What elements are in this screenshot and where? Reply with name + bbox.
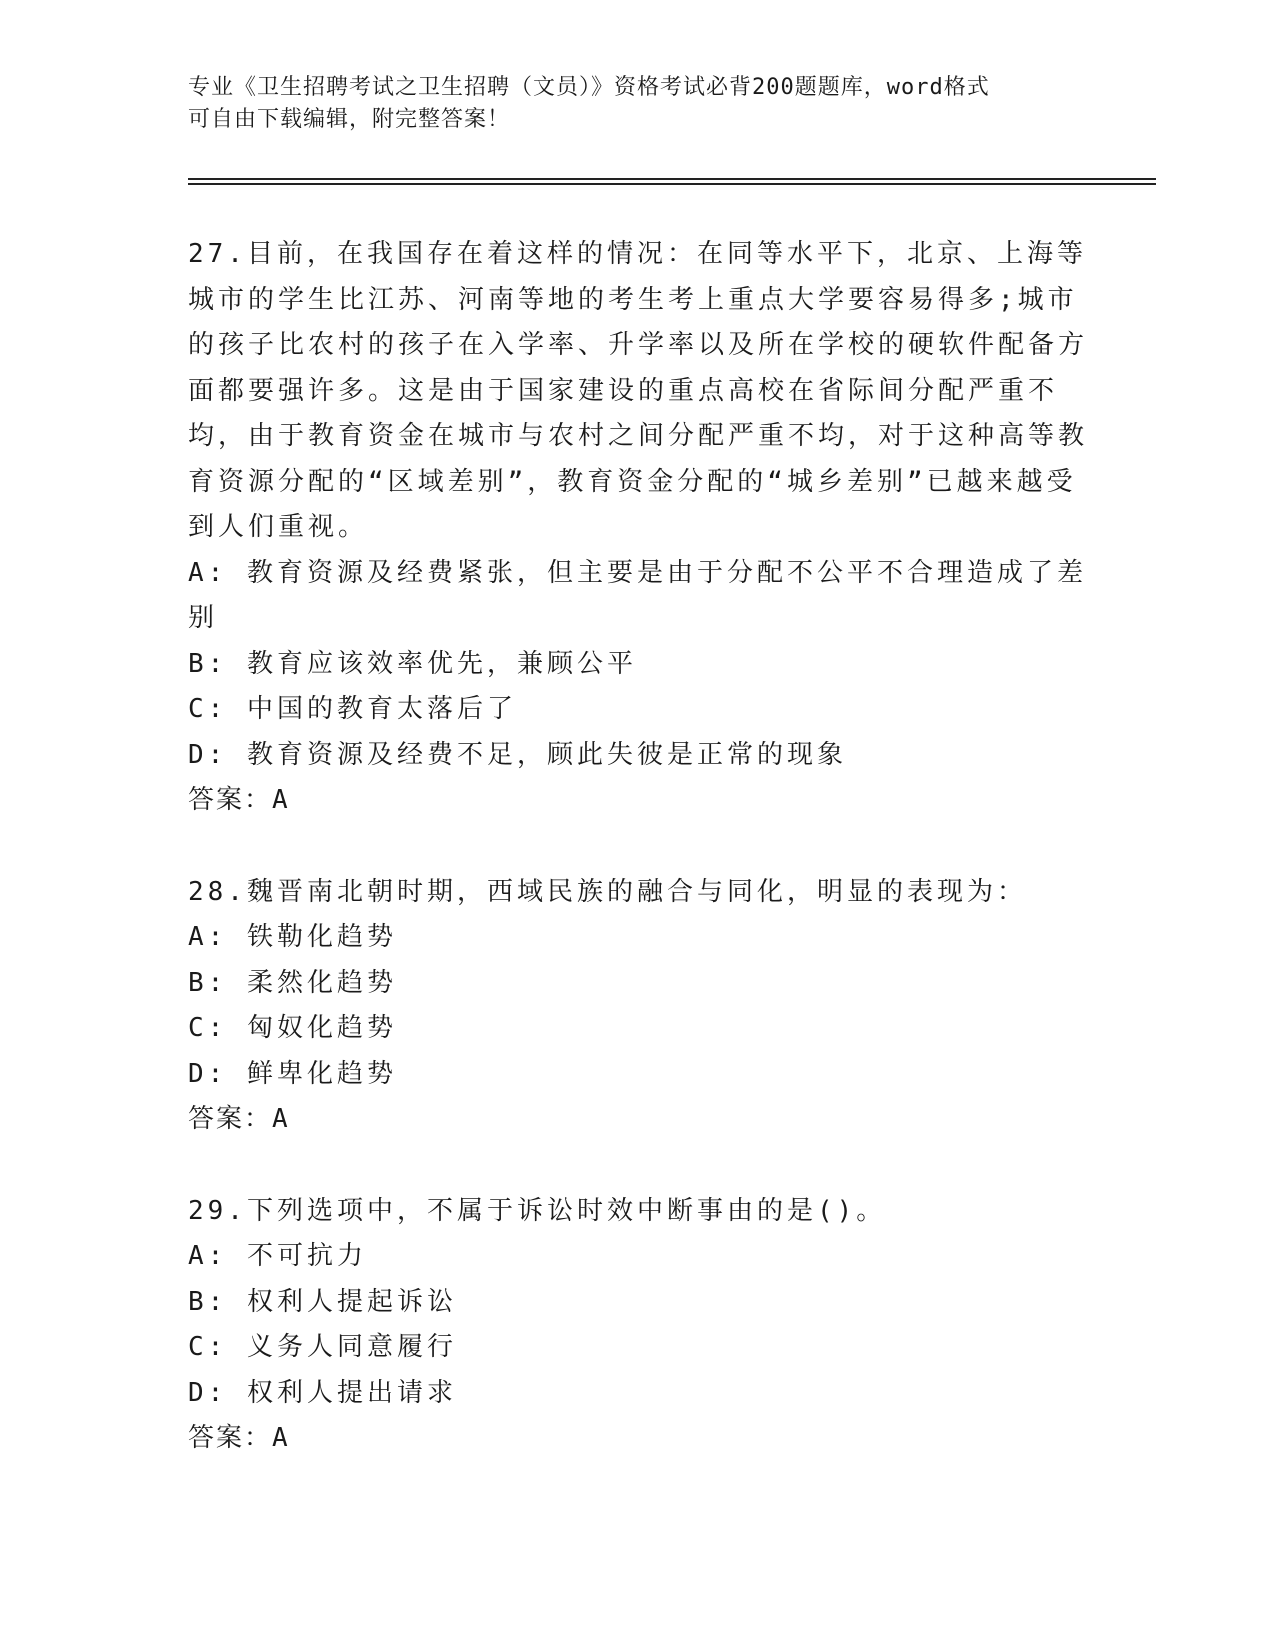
option-c: C: 义务人同意履行 bbox=[188, 1332, 457, 1362]
option-b: B: 柔然化趋势 bbox=[188, 967, 397, 998]
answer-line bbox=[188, 778, 1088, 824]
answer-line bbox=[188, 1097, 1088, 1143]
question-stem: 29.下列选项中，不属于诉讼时效中断事由的是()。 bbox=[188, 1195, 887, 1226]
header-title-line2: 可自由下载编辑，附完整答案！ bbox=[188, 107, 511, 132]
question-28 bbox=[188, 870, 1088, 1143]
question-list bbox=[188, 232, 1088, 1508]
option-b: B: 权利人提起诉讼 bbox=[188, 1286, 457, 1317]
answer-value: A bbox=[272, 785, 290, 815]
answer-label: 答案： bbox=[188, 1104, 273, 1134]
option-c: C: 中国的教育太落后了 bbox=[188, 694, 517, 724]
answer-value: A bbox=[272, 1104, 290, 1134]
option-d: D: 权利人提出请求 bbox=[188, 1377, 457, 1408]
header-title-line1: 专业《卫生招聘考试之卫生招聘（文员）》资格考试必背200题题库，word格式 bbox=[188, 75, 990, 100]
header-divider-top bbox=[188, 178, 1156, 180]
header-divider-bottom bbox=[188, 183, 1156, 185]
answer-label: 答案： bbox=[188, 1423, 273, 1453]
document-header bbox=[188, 72, 1088, 136]
option-a: A: 不可抗力 bbox=[188, 1241, 367, 1271]
answer-value: A bbox=[272, 1423, 290, 1453]
question-stem: 28.魏晋南北朝时期，西域民族的融合与同化，明显的表现为： bbox=[188, 876, 1027, 907]
option-d: D: 教育资源及经费不足，顾此失彼是正常的现象 bbox=[188, 739, 847, 770]
option-a: A: 铁勒化趋势 bbox=[188, 922, 397, 952]
option-c: C: 匈奴化趋势 bbox=[188, 1013, 397, 1043]
question-29 bbox=[188, 1189, 1088, 1462]
option-b: B: 教育应该效率优先，兼顾公平 bbox=[188, 648, 637, 679]
question-27 bbox=[188, 232, 1088, 824]
question-stem: 27.目前，在我国存在着这样的情况：在同等水平下，北京、上海等城市的学生比江苏、河南等地的考生考上重点大学要容易得多;城市的孩子比农村的孩子在入学率、升学率以及所在学校的硬软件配备方面都要强许多。这是由于国家建设的重点高校在省际间分配严重不均，由于教育资金在城市与农村之间分配严重不均，对于这种高等教育资源分配的“区域差别”，教育资金分配的“城乡差别”已越来越受到人们重视。 bbox=[188, 239, 1089, 542]
option-d: D: 鲜卑化趋势 bbox=[188, 1058, 397, 1089]
option-a: A: 教育资源及经费紧张，但主要是由于分配不公平不合理造成了差别 bbox=[188, 557, 1087, 633]
answer-line bbox=[188, 1416, 1088, 1462]
answer-label: 答案： bbox=[188, 785, 273, 815]
